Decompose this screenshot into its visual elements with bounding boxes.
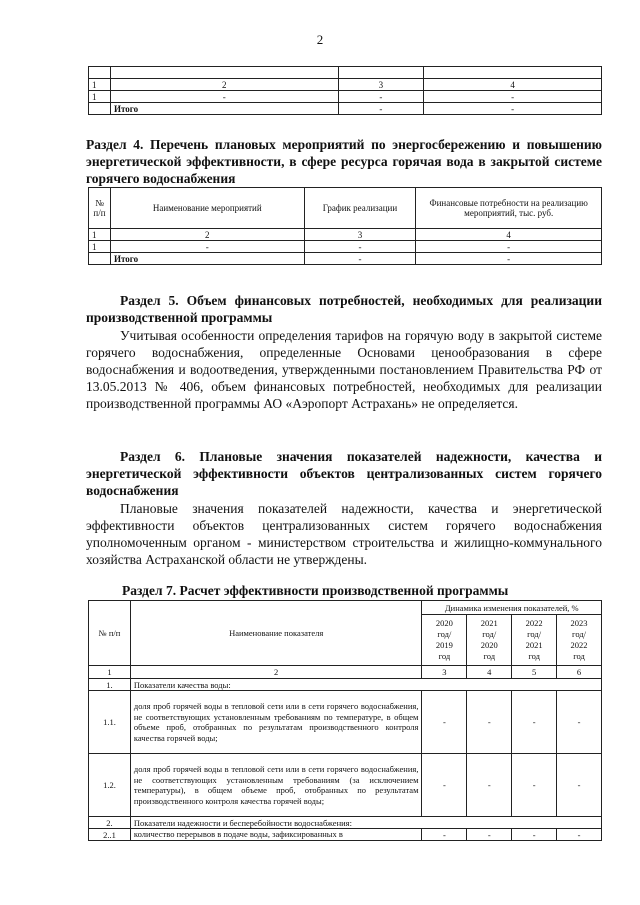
column-header: № п/п xyxy=(89,188,111,229)
cell: 1 xyxy=(89,241,111,253)
cell: 2 xyxy=(110,229,304,241)
year-header: 2020 год/ 2019 год xyxy=(422,615,467,666)
table-row xyxy=(89,754,602,817)
cell: 2 xyxy=(110,79,338,91)
table-row-group xyxy=(89,679,602,691)
cell: 6 xyxy=(557,666,602,679)
cell: - xyxy=(467,754,512,817)
column-header: График реализации xyxy=(304,188,416,229)
column-header: Финансовые потребности на реализацию мероприятий, тыс. руб. xyxy=(416,188,602,229)
cell: - xyxy=(467,829,512,841)
section-5-heading: Раздел 5. Объем финансовых потребностей, необходимых для реализации производственной программы xyxy=(86,293,602,325)
cell: 2..1 xyxy=(89,829,131,841)
year-header: 2022 год/ 2021 год xyxy=(512,615,557,666)
cell: 1 xyxy=(89,79,111,91)
cell: - xyxy=(557,691,602,754)
year-header: 2021 год/ 2020 год xyxy=(467,615,512,666)
section-4-heading-text: Раздел 4. Перечень плановых мероприятий по энергосбережению и повышению энергетической эффективности, в сфере ресурса горячая вода в закрытой системе горячего водоснабжения xyxy=(86,137,602,186)
cell: 5 xyxy=(512,666,557,679)
cell: 4 xyxy=(416,229,602,241)
efficiency-table xyxy=(88,600,602,841)
cell: 1 xyxy=(89,91,111,103)
cell: - xyxy=(422,691,467,754)
table-row-total xyxy=(89,253,602,265)
table-header-row xyxy=(89,601,602,615)
table-row xyxy=(89,241,602,253)
cell: 1 xyxy=(89,229,111,241)
cell: - xyxy=(557,829,602,841)
cell: 1.2. xyxy=(89,754,131,817)
cell: 1. xyxy=(89,679,131,691)
page-number: 2 xyxy=(316,32,324,47)
continuation-table xyxy=(88,66,602,115)
cell: 3 xyxy=(338,79,424,91)
indicator-text: доля проб горячей воды в тепловой сети или в сети горячего водоснабжения, не соответствующих установленным требованиям по температуре, в общем объеме проб, отобранных по результатам производственного контроля качества горячей воды; xyxy=(130,691,422,754)
group-label: Показатели качества воды: xyxy=(130,679,601,691)
cell: - xyxy=(512,691,557,754)
group-label: Показатели надежности и бесперебойности водоснабжения: xyxy=(130,817,601,829)
cell: - xyxy=(424,103,602,115)
cell: 2. xyxy=(89,817,131,829)
table-row xyxy=(89,79,602,91)
cell: - xyxy=(304,241,416,253)
table-row xyxy=(89,666,602,679)
cell: - xyxy=(467,691,512,754)
section-6-text: Плановые значения показателей надежности, качества и энергетической эффективности объектов централизованных систем горячего водоснабжения уполномоченным органом - министерством строительства и жилищно-коммунального хозяйства Астраханской области не утверждены. xyxy=(86,501,602,567)
column-header-no: № п/п xyxy=(89,601,131,666)
cell: - xyxy=(338,91,424,103)
section-5-text: Учитывая особенности определения тарифов на горячую воду в закрытой системе горячего водоснабжения, определенные Основами ценообразования в сфере водоснабжения и водоотведения, утвержденными постановлением Правительства РФ от 13.05.2013 № 406, объем финансовых потребностей, необходимых для реализации производственной программы АО «Аэропорт Астрахань» не определяется. xyxy=(86,328,602,411)
section-6-heading: Раздел 6. Плановые значения показателей надежности, качества и энергетической эффективности объектов централизованных систем горячего водоснабжения xyxy=(86,449,602,498)
cell: 1 xyxy=(89,666,131,679)
cell: 4 xyxy=(424,79,602,91)
cell: 4 xyxy=(467,666,512,679)
column-header: Наименование мероприятий xyxy=(110,188,304,229)
cell: - xyxy=(422,829,467,841)
measures-table xyxy=(88,187,602,265)
cell: - xyxy=(424,91,602,103)
table-row xyxy=(89,691,602,754)
table-header-row xyxy=(89,188,602,229)
total-label: Итого xyxy=(110,253,304,265)
cell: 3 xyxy=(304,229,416,241)
table-row xyxy=(89,229,602,241)
cell: - xyxy=(110,91,338,103)
cell: - xyxy=(512,829,557,841)
cell: 1.1. xyxy=(89,691,131,754)
column-header-name: Наименование показателя xyxy=(130,601,422,666)
table-row-total xyxy=(89,103,602,115)
cell: - xyxy=(304,253,416,265)
table-row xyxy=(89,829,602,841)
indicator-text: количество перерывов в подаче воды, зафиксированных в xyxy=(130,829,422,841)
cell: 2 xyxy=(130,666,422,679)
cell: - xyxy=(512,754,557,817)
column-header-dynamic: Динамика изменения показателей, % xyxy=(422,601,602,615)
cell: - xyxy=(416,241,602,253)
total-label: Итого xyxy=(110,103,338,115)
cell: - xyxy=(422,754,467,817)
section-4-heading xyxy=(86,136,602,187)
table-row-group xyxy=(89,817,602,829)
cell: - xyxy=(110,241,304,253)
cell: - xyxy=(416,253,602,265)
cell: - xyxy=(557,754,602,817)
indicator-text: доля проб горячей воды в тепловой сети или в сети горячего водоснабжения, не соответствующих установленным требованиям (за исключением температуры), в общем объеме проб, отобранных по результатам производственного контроля качества горячей воды; xyxy=(130,754,422,817)
year-header: 2023 год/ 2022 год xyxy=(557,615,602,666)
table-row xyxy=(89,91,602,103)
cell: 3 xyxy=(422,666,467,679)
section-7-heading: Раздел 7. Расчет эффективности производственной программы xyxy=(122,583,509,598)
cell: - xyxy=(338,103,424,115)
